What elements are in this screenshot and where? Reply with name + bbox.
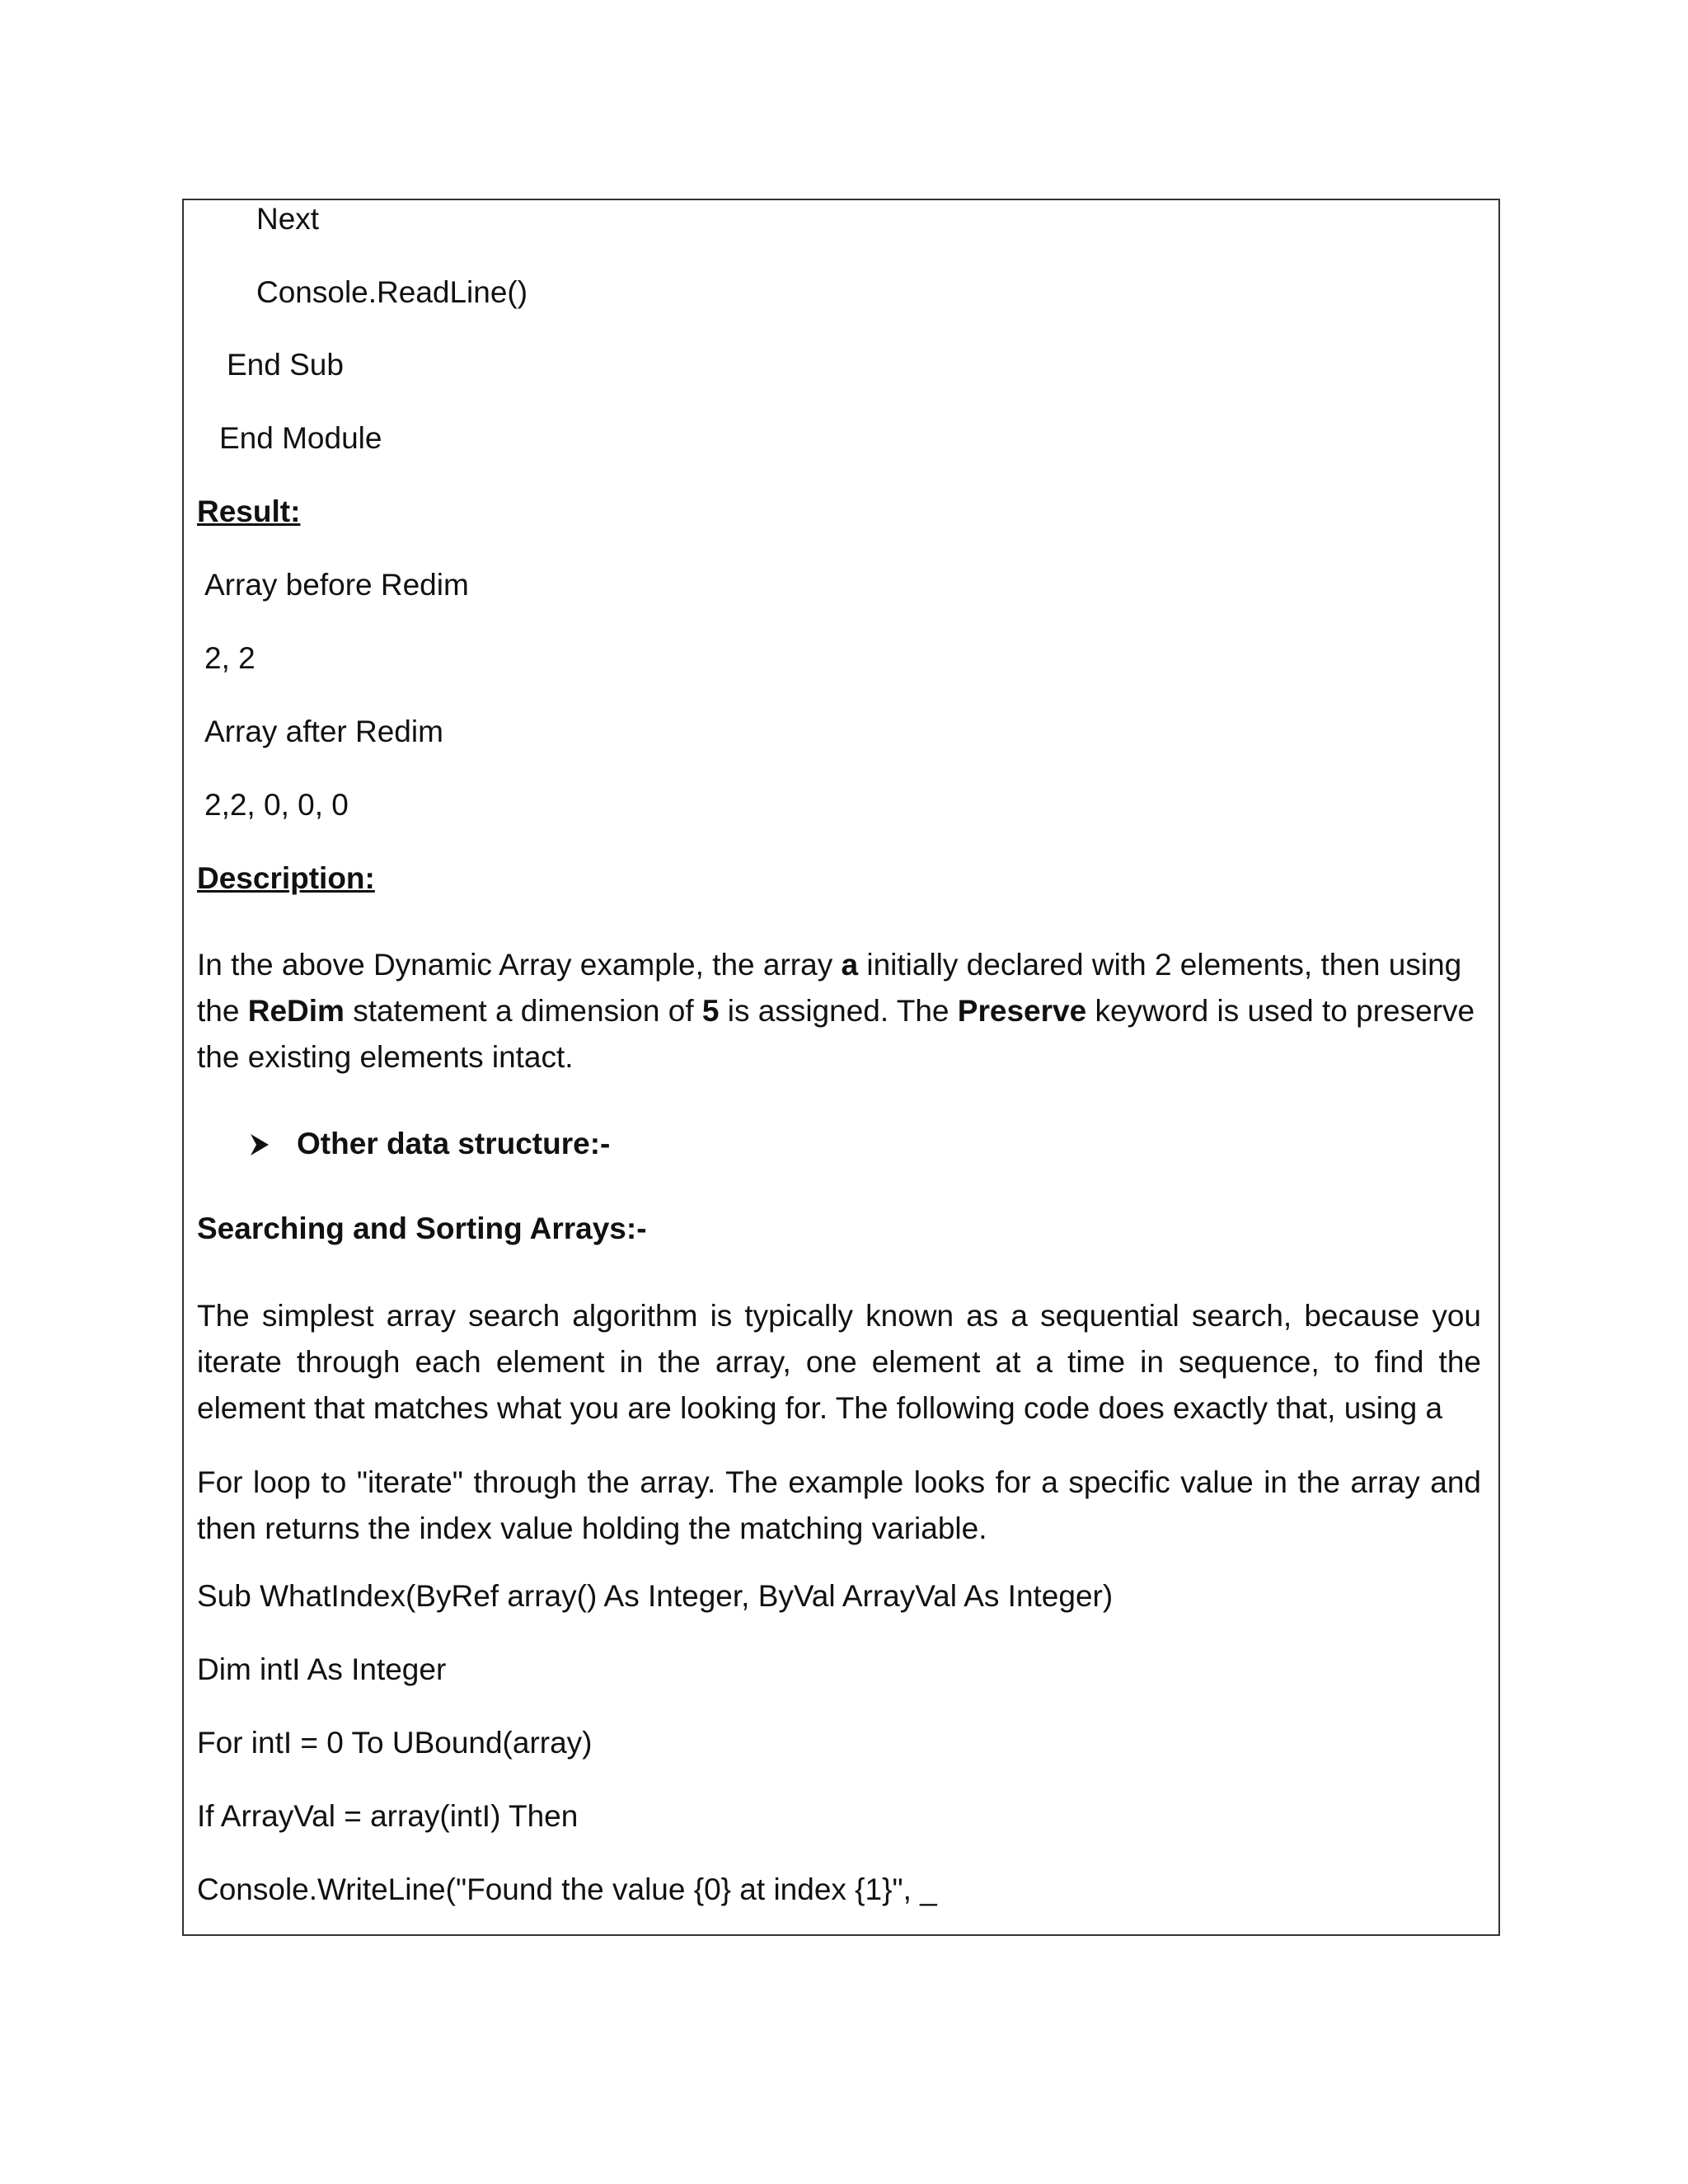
description-text: keyword is used to preserve the existing elements intact. [197,994,1475,1074]
code-line: Sub WhatIndex(ByRef array() As Integer, ByVal ArrayVal As Integer) [197,1579,1114,1613]
array-name-bold: a [841,948,859,982]
description-paragraph [197,942,1483,1080]
preserve-keyword-bold: Preserve [957,994,1087,1028]
arrow-bullet-icon [249,1126,275,1162]
description-text: initially declared with 2 elements, then using the [197,948,1462,1028]
result-line: 2, 2 [204,641,256,675]
description-text: In the above Dynamic Array example, the array [197,948,842,982]
result-line: 2,2, 0, 0, 0 [204,788,349,822]
section-heading: Searching and Sorting Arrays:- [197,1212,647,1245]
redim-keyword-bold: ReDim [247,994,345,1028]
code-line-end-sub: End Sub [227,348,344,382]
dimension-value-bold: 5 [701,994,720,1028]
code-line-end-module: End Module [219,421,382,455]
result-line: Array before Redim [204,568,469,602]
code-line: Dim intI As Integer [197,1652,447,1686]
bullet-text: Other data structure:- [297,1127,611,1160]
section-paragraph: The simplest array search algorithm is typically known as a sequential search, because you iterate through each element in the array, one element at a time in sequence, to find the element that matches what you are looking for. The following code does exactly that, using a [197,1299,1481,1425]
code-line: Console.WriteLine("Found the value {0} at index {1}", _ [197,1872,937,1906]
result-line: Array after Redim [204,715,443,748]
result-heading: Result: [197,494,301,528]
code-line: If ArrayVal = array(intI) Then [197,1799,579,1833]
code-line-next: Next [256,202,320,236]
code-line: For intI = 0 To UBound(array) [197,1726,593,1760]
section-paragraph: For loop to "iterate" through the array. The example looks for a specific value in the array and then returns the index value holding the matching variable. [197,1465,1481,1545]
description-text: statement a dimension of [344,994,702,1028]
description-text: is assigned. The [719,994,958,1028]
bullet-item [249,1126,610,1162]
code-line-readline: Console.ReadLine() [256,275,528,309]
description-heading: Description: [197,861,375,895]
